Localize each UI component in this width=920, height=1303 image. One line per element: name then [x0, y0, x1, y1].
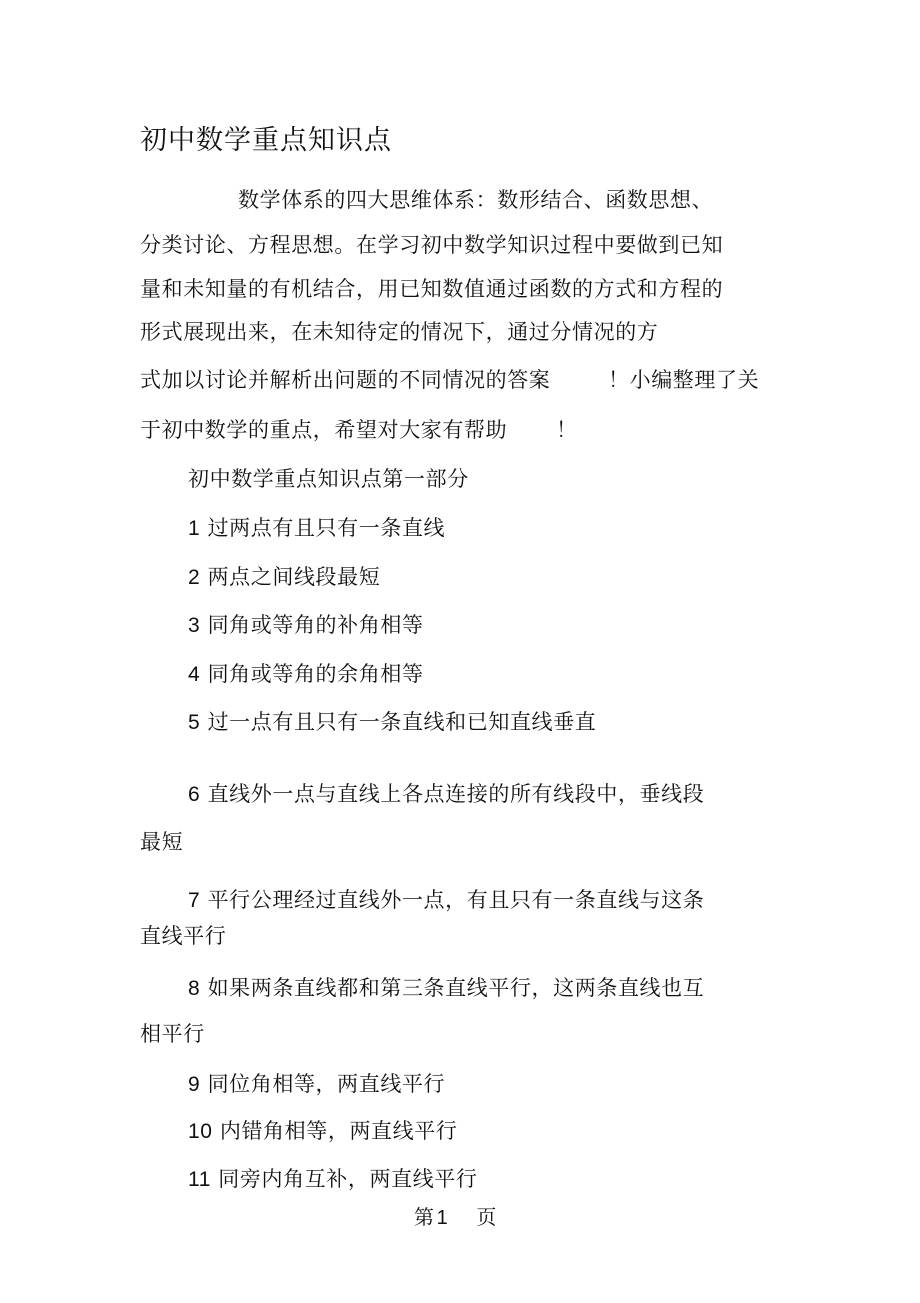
item-text: 过两点有且只有一条直线	[207, 516, 446, 540]
item-number: 11	[188, 1168, 211, 1191]
list-item	[188, 1070, 445, 1099]
item-text: 内错角相等，两直线平行	[219, 1119, 458, 1143]
intro-line: 数学体系的四大思维体系：数形结合、函数思想、	[238, 188, 714, 212]
intro-line: 分类讨论、方程思想。在学习初中数学知识过程中要做到已知	[140, 233, 724, 257]
item-number: 3	[188, 614, 201, 637]
intro-line-end: ！	[556, 418, 578, 442]
item-text: 如果两条直线都和第三条直线平行，这两条直线也互	[207, 976, 705, 1000]
page-title: 初中数学重点知识点	[140, 125, 392, 156]
item-text: 同旁内角互补，两直线平行	[218, 1167, 478, 1191]
item-number: 9	[188, 1073, 201, 1096]
item-continuation: 直线平行	[140, 924, 227, 948]
item-number: 10	[188, 1120, 213, 1143]
item-number: 5	[188, 711, 201, 734]
list-item	[188, 1117, 457, 1146]
list-item	[188, 660, 424, 689]
item-text: 过一点有且只有一条直线和已知直线垂直	[207, 710, 597, 734]
item-number: 8	[188, 977, 201, 1000]
list-item	[188, 563, 380, 592]
item-number: 1	[188, 517, 201, 540]
item-number: 7	[188, 889, 201, 912]
page-footer	[414, 1203, 497, 1232]
item-text: 同角或等角的余角相等	[207, 662, 424, 686]
intro-line-end: ！小编整理了关	[608, 368, 760, 392]
intro-line: 式加以讨论并解析出问题的不同情况的答案	[140, 368, 551, 392]
list-item	[188, 514, 445, 543]
item-continuation: 相平行	[140, 1022, 205, 1046]
footer-prefix: 第	[414, 1205, 435, 1229]
item-number: 6	[188, 783, 201, 806]
item-text: 同位角相等，两直线平行	[207, 1072, 446, 1096]
list-item-line	[188, 974, 704, 1003]
intro-line: 量和未知量的有机结合，用已知数值通过函数的方式和方程的	[140, 277, 724, 301]
list-item	[188, 1165, 477, 1194]
item-number: 4	[188, 663, 201, 686]
list-item	[188, 708, 596, 737]
item-text: 两点之间线段最短	[207, 565, 381, 589]
item-text: 直线外一点与直线上各点连接的所有线段中，垂线段	[207, 782, 705, 806]
list-item-line	[188, 780, 704, 809]
item-text: 同角或等角的补角相等	[207, 613, 424, 637]
list-item-line	[188, 886, 704, 915]
section-heading: 初中数学重点知识点第一部分	[188, 467, 469, 491]
item-text: 平行公理经过直线外一点，有且只有一条直线与这条	[207, 888, 705, 912]
list-item	[188, 611, 424, 640]
page-number: 1	[436, 1207, 449, 1229]
item-number: 2	[188, 566, 201, 589]
footer-suffix: 页	[476, 1205, 497, 1229]
item-continuation: 最短	[140, 830, 184, 854]
intro-line: 于初中数学的重点，希望对大家有帮助	[140, 418, 508, 442]
intro-line: 形式展现出来，在未知待定的情况下，通过分情况的方	[140, 320, 659, 344]
